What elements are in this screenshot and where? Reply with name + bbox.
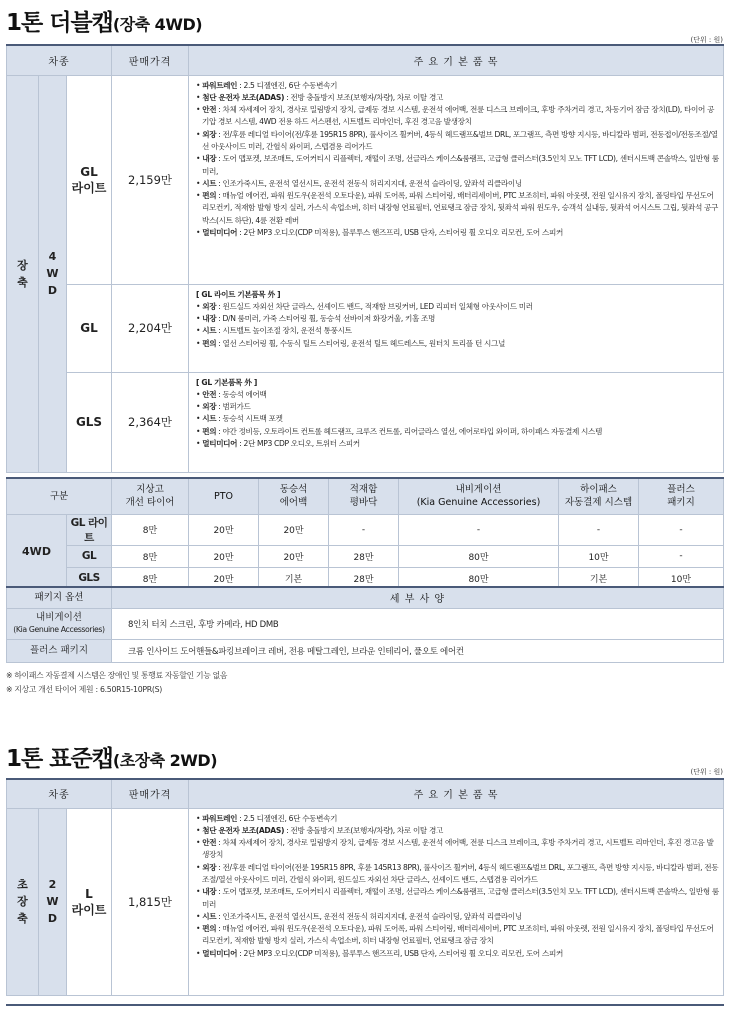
feature-category: 편의: [202, 924, 217, 934]
feature-line: • 멀티미디어 : 2단 MP3 CDP 오디오, 트위터 스피커: [196, 438, 360, 448]
options-header-text: 적재함 평바닥: [349, 484, 378, 509]
drive-label: [39, 75, 67, 472]
options-cell: 80만: [399, 567, 559, 589]
options-trim: GL 라이트: [67, 514, 112, 545]
trim-price: 2,364만: [112, 372, 189, 472]
options-cell: 8만: [112, 545, 189, 567]
note: ※ 지상고 개선 타이어 제원 : 6.50R15-10PR(S): [6, 685, 163, 694]
package-detail: 크롬 인사이드 도어핸들&파킹브레이크 레버, 전용 메탈그레인, 브라운 인테리어, 풀오토 에어컨: [112, 639, 724, 662]
options-cell: 28만: [329, 567, 399, 589]
options-header: [639, 478, 724, 514]
options-cell: 20만: [259, 514, 329, 545]
feature-line: • 내장 : D/N 룸미러, 가죽 스티어링 휠, 동승석 선바이저 화장거울, 키홀 조명: [196, 314, 435, 324]
feature-category: 시트: [202, 178, 217, 188]
trim-name: GLS: [67, 372, 112, 472]
feature-category: 외장: [202, 402, 217, 412]
feature-line: • 멀티미디어 : 2단 MP3 오디오(CDP 미적용), 블루투스 핸즈프리, USB 단자, 스티어링 휠 오디오 리모컨, 도어 스피커: [196, 948, 563, 958]
axle-label: [7, 808, 39, 995]
options-header: PTO: [189, 478, 259, 514]
options-cell: 20만: [189, 567, 259, 589]
options-cell: -: [559, 514, 639, 545]
header-price: 판매가격: [112, 45, 189, 75]
feature-line: • 편의 : 매뉴얼 에어컨, 파워 윈도우(운전석 오토다운), 파워 도어록, 파워 스티어링, 배터리세이버, PTC 보조히터, 파워 아웃렛, 전원 일시유지 장치, 폴딩타입 무선도어 리모컨키, 적재함 발형 방지 실러, 가스식 속업소버, 히터 내장형 연료필터, 연료탱크 잠금 장치: [196, 924, 714, 946]
options-cell: 20만: [259, 545, 329, 567]
feature-line: • 외장 : 범퍼가드: [196, 402, 251, 412]
trim-price: 2,159만: [112, 75, 189, 284]
feature-category: 안전: [202, 838, 217, 848]
feature-category: 안전: [202, 389, 217, 399]
trim-name-text: L 라이트: [71, 886, 107, 917]
section1-title: 1톤 더블캡(장축 4WD): [6, 10, 203, 36]
header-price: 판매가격: [112, 779, 189, 808]
trim-features: [189, 284, 724, 372]
header-model: 차종: [7, 779, 112, 808]
feature-category: 첨단 운전자 보조(ADAS): [202, 92, 285, 102]
vertical-label: 장 축: [17, 258, 28, 289]
package-header-right: 세 부 사 양: [112, 587, 724, 608]
feature-line: • 시트 : 인조가죽시트, 운전석 열선시트, 운전석 전동식 허리지지대, 운전석 슬라이딩, 앞좌석 리클라이닝: [196, 911, 522, 921]
options-header: [399, 478, 559, 514]
feature-line: • 첨단 운전자 보조(ADAS) : 전방 충돌방지 보조(보행자/차량), 차로 이탈 경고: [196, 825, 443, 835]
section2-table: [6, 778, 724, 996]
options-header: [329, 478, 399, 514]
feature-category: 내장: [202, 314, 217, 324]
feature-line: • 내장 : 도어 맵포켓, 보조매트, 도어커티시 리플렉터, 재떨이 조명, 선글라스 케이스&룸램프, 고급형 클러스터(3.5인치 모노 TFT LCD), 센터시트백 콘솔박스, 일반형 룸미러: [196, 887, 719, 909]
header-features: 주 요 기 본 품 목: [189, 45, 724, 75]
axle-label: [7, 75, 39, 472]
feature-line: • 외장 : 윈드실드 자외선 차단 글라스, 선셰이드 밴드, 적재함 브릿커버, LED 리피터 일체형 아웃사이드 미러: [196, 301, 533, 311]
package-name: 내비게이션 (Kia Genuine Accessories): [7, 608, 112, 639]
options-cell: 8만: [112, 514, 189, 545]
options-header-text: 하이패스 자동결제 시스템: [564, 484, 633, 509]
package-header-left: 패키지 옵션: [7, 587, 112, 608]
options-cell: 10만: [559, 545, 639, 567]
package-name: 플러스 패키지: [7, 639, 112, 662]
feature-category: 멀티미디어: [202, 948, 238, 958]
note: ※ 하이패스 자동결제 시스템은 장애인 및 통행료 자동할인 기능 없음: [6, 671, 228, 680]
options-cell: 20만: [189, 514, 259, 545]
options-row: [7, 545, 724, 567]
feature-line: • 내장 : 도어 맵포켓, 보조매트, 도어커티시 리플렉터, 재떨이 조명, 선글라스 케이스&룸램프, 고급형 클러스터(3.5인치 모노 TFT LCD), 센터시트백 콘솔박스, 일반형 룸미러,: [196, 154, 719, 176]
trim-name: [67, 75, 112, 284]
options-cell: 80만: [399, 545, 559, 567]
options-header: [259, 478, 329, 514]
feature-line: • 외장 : 전/후륜 레디얼 타이어(전륜 195R15 8PR, 후륜 145R13 8PR), 풀사이즈 휠커버, 4등식 헤드램프&벌브 DRL, 포그램프, 측면 방향 지시등, 바디칼라 범퍼, 전동조절/열선 아웃사이드 미러, 간헐식 와이퍼, 윈드실드 자외선 차단 글라스, 선셰이드 밴드, 스텝겸용 리어가드: [196, 862, 719, 884]
options-trim: GL: [67, 545, 112, 567]
options-header-text: 지상고 개선 타이어: [125, 484, 175, 509]
trim-features: [189, 75, 724, 284]
feature-line: • 외장 : 전/후륜 레디얼 타이어(전/후륜 195R15 8PR), 풀사이즈 휠커버, 4등식 헤드램프&벌브 DRL, 포그램프, 측면 방향 지시등, 바디칼라 범퍼, 전동접이/전동조절/열선 아웃사이드 미러, 간헐식 와이퍼, 스텝겸용 리어가드: [196, 129, 718, 151]
options-header: 구분: [7, 478, 112, 514]
options-cell: 8만: [112, 567, 189, 589]
options-cell: -: [399, 514, 559, 545]
trim-features: [189, 808, 724, 995]
trim-name-text: GL 라이트: [71, 164, 107, 195]
feature-category: 외장: [202, 129, 217, 139]
options-cell: 20만: [189, 545, 259, 567]
feature-line: • 시트 : 인조가죽시트, 운전석 열선시트, 운전석 전동식 허리지지대, 운전석 슬라이딩, 앞좌석 리클라이닝: [196, 178, 522, 188]
feature-line: • 안전 : 차체 자세제어 장치, 경사로 밀림방지 장치, 급제동 경보 시스템, 운전석 에어백, 전륜 디스크 브레이크, 후방 주차거리 경고, 시트벨트 리마인더, 후진 경고음 발생장치: [196, 838, 714, 860]
feature-category: 시트: [202, 414, 217, 424]
options-header-text: 플러스 패키지: [667, 484, 695, 509]
feature-category: 외장: [202, 862, 217, 872]
feature-category: 편의: [202, 426, 217, 436]
feature-category: 편의: [202, 338, 217, 348]
vertical-label: 4 W D: [46, 250, 59, 297]
feature-category: 편의: [202, 191, 217, 201]
options-cell: 10만: [639, 567, 724, 589]
drive-label: [39, 808, 67, 995]
features-header: [ GL 라이트 기본품목 外 ]: [196, 289, 281, 299]
options-header-text: 동승석 에어백: [279, 484, 308, 509]
trim-name: [67, 808, 112, 995]
trim-price: 2,204만: [112, 284, 189, 372]
options-header: [559, 478, 639, 514]
options-cell: 28만: [329, 545, 399, 567]
feature-category: 시트: [202, 326, 217, 336]
options-header: [112, 478, 189, 514]
options-trim: GLS: [67, 567, 112, 589]
options-cell: 기본: [259, 567, 329, 589]
feature-category: 내장: [202, 887, 217, 897]
feature-line: • 파워트레인 : 2.5 디젤엔진, 6단 수동변속기: [196, 813, 338, 823]
options-cell: 기본: [559, 567, 639, 589]
feature-category: 내장: [202, 154, 217, 164]
features-header: [ GL 기본품목 外 ]: [196, 377, 257, 387]
feature-category: 안전: [202, 105, 217, 115]
feature-line: • 안전 : 차체 자세제어 장치, 경사로 밀림방지 장치, 급제동 경보 시스템, 운전석 에어백, 전륜 디스크 브레이크, 후방 주차거리 경고, 차동기어 잠금 장치(LD), 타이어 공기압 경보 시스템, 4WD 전용 하드 서스펜션, 시트벨트 리마인더, 후진 경고음 발생장치: [196, 105, 715, 127]
trim-name: GL: [67, 284, 112, 372]
feature-category: 멀티미디어: [202, 228, 238, 238]
feature-line: • 멀티미디어 : 2단 MP3 오디오(CDP 미적용), 블루투스 핸즈프리, USB 단자, 스티어링 휠 오디오 리모컨, 도어 스피커: [196, 228, 563, 238]
feature-category: 첨단 운전자 보조(ADAS): [202, 825, 285, 835]
feature-line: • 시트 : 시트벨트 높이조절 장치, 운전석 통풍시트: [196, 326, 352, 336]
feature-category: 파워트레인: [202, 80, 238, 90]
options-cell: -: [329, 514, 399, 545]
bottom-rule: [6, 1004, 724, 1006]
feature-line: • 파워트레인 : 2.5 디젤엔진, 6단 수동변속기: [196, 80, 338, 90]
feature-line: • 편의 : 야간 정비등, 오토라이트 컨트롤 헤드램프, 크루즈 컨트롤, 리어글라스 열선, 에어로타입 와이퍼, 하이패스 자동결제 시스템: [196, 426, 602, 436]
header-model: 차종: [7, 45, 112, 75]
vertical-label: 2 W D: [46, 878, 59, 925]
feature-category: 파워트레인: [202, 813, 238, 823]
header-features: 주 요 기 본 품 목: [189, 779, 724, 808]
options-table: [6, 477, 724, 590]
section2-unit: (단위 : 원): [690, 768, 723, 776]
section1-table: [6, 44, 724, 473]
options-group: 4WD: [7, 514, 67, 589]
section2-title: 1톤 표준캡(초장축 2WD): [6, 746, 218, 772]
feature-category: 멀티미디어: [202, 438, 238, 448]
feature-line: • 첨단 운전자 보조(ADAS) : 전방 충돌방지 보조(보행자/차량), 차로 이탈 경고: [196, 92, 443, 102]
feature-category: 외장: [202, 301, 217, 311]
feature-line: • 편의 : 열선 스티어링 휠, 수동식 틸트 스티어링, 운전석 틸트 헤드레스트, 원터치 트리플 턴 시그널: [196, 338, 505, 348]
trim-features: [189, 372, 724, 472]
feature-line: • 안전 : 동승석 에어백: [196, 389, 267, 399]
options-row: [7, 514, 724, 545]
package-table: [6, 586, 724, 663]
section1-unit: (단위 : 원): [690, 36, 723, 44]
options-cell: -: [639, 545, 724, 567]
feature-line: • 시트 : 동승석 시트백 포켓: [196, 414, 283, 424]
options-cell: -: [639, 514, 724, 545]
feature-category: 시트: [202, 911, 217, 921]
package-detail: 8인치 터치 스크린, 후방 카메라, HD DMB: [112, 608, 724, 639]
vertical-label: 초 장 축: [17, 878, 28, 925]
options-header-text: 내비게이션 (Kia Genuine Accessories): [416, 484, 541, 509]
trim-price: 1,815만: [112, 808, 189, 995]
feature-line: • 편의 : 매뉴얼 에어컨, 파워 윈도우(운전석 오토다운), 파워 도어록, 파워 스티어링, 배터리세이버, PTC 보조히터, 파워 아웃렛, 전원 일시유지 장치, 폴딩타입 무선도어 리모컨키, 적재함 발형 방지 실러, 가스식 속업소버, 히터 내장형 연료필터, 연료탱크 잠금 장치, 뒷좌석 파워 윈도우, 승객석 실내등, 뒷좌석 어시스트 그립, 뒷좌석 공구박스(시트 하단), 4륜 전환 레버: [196, 191, 718, 225]
